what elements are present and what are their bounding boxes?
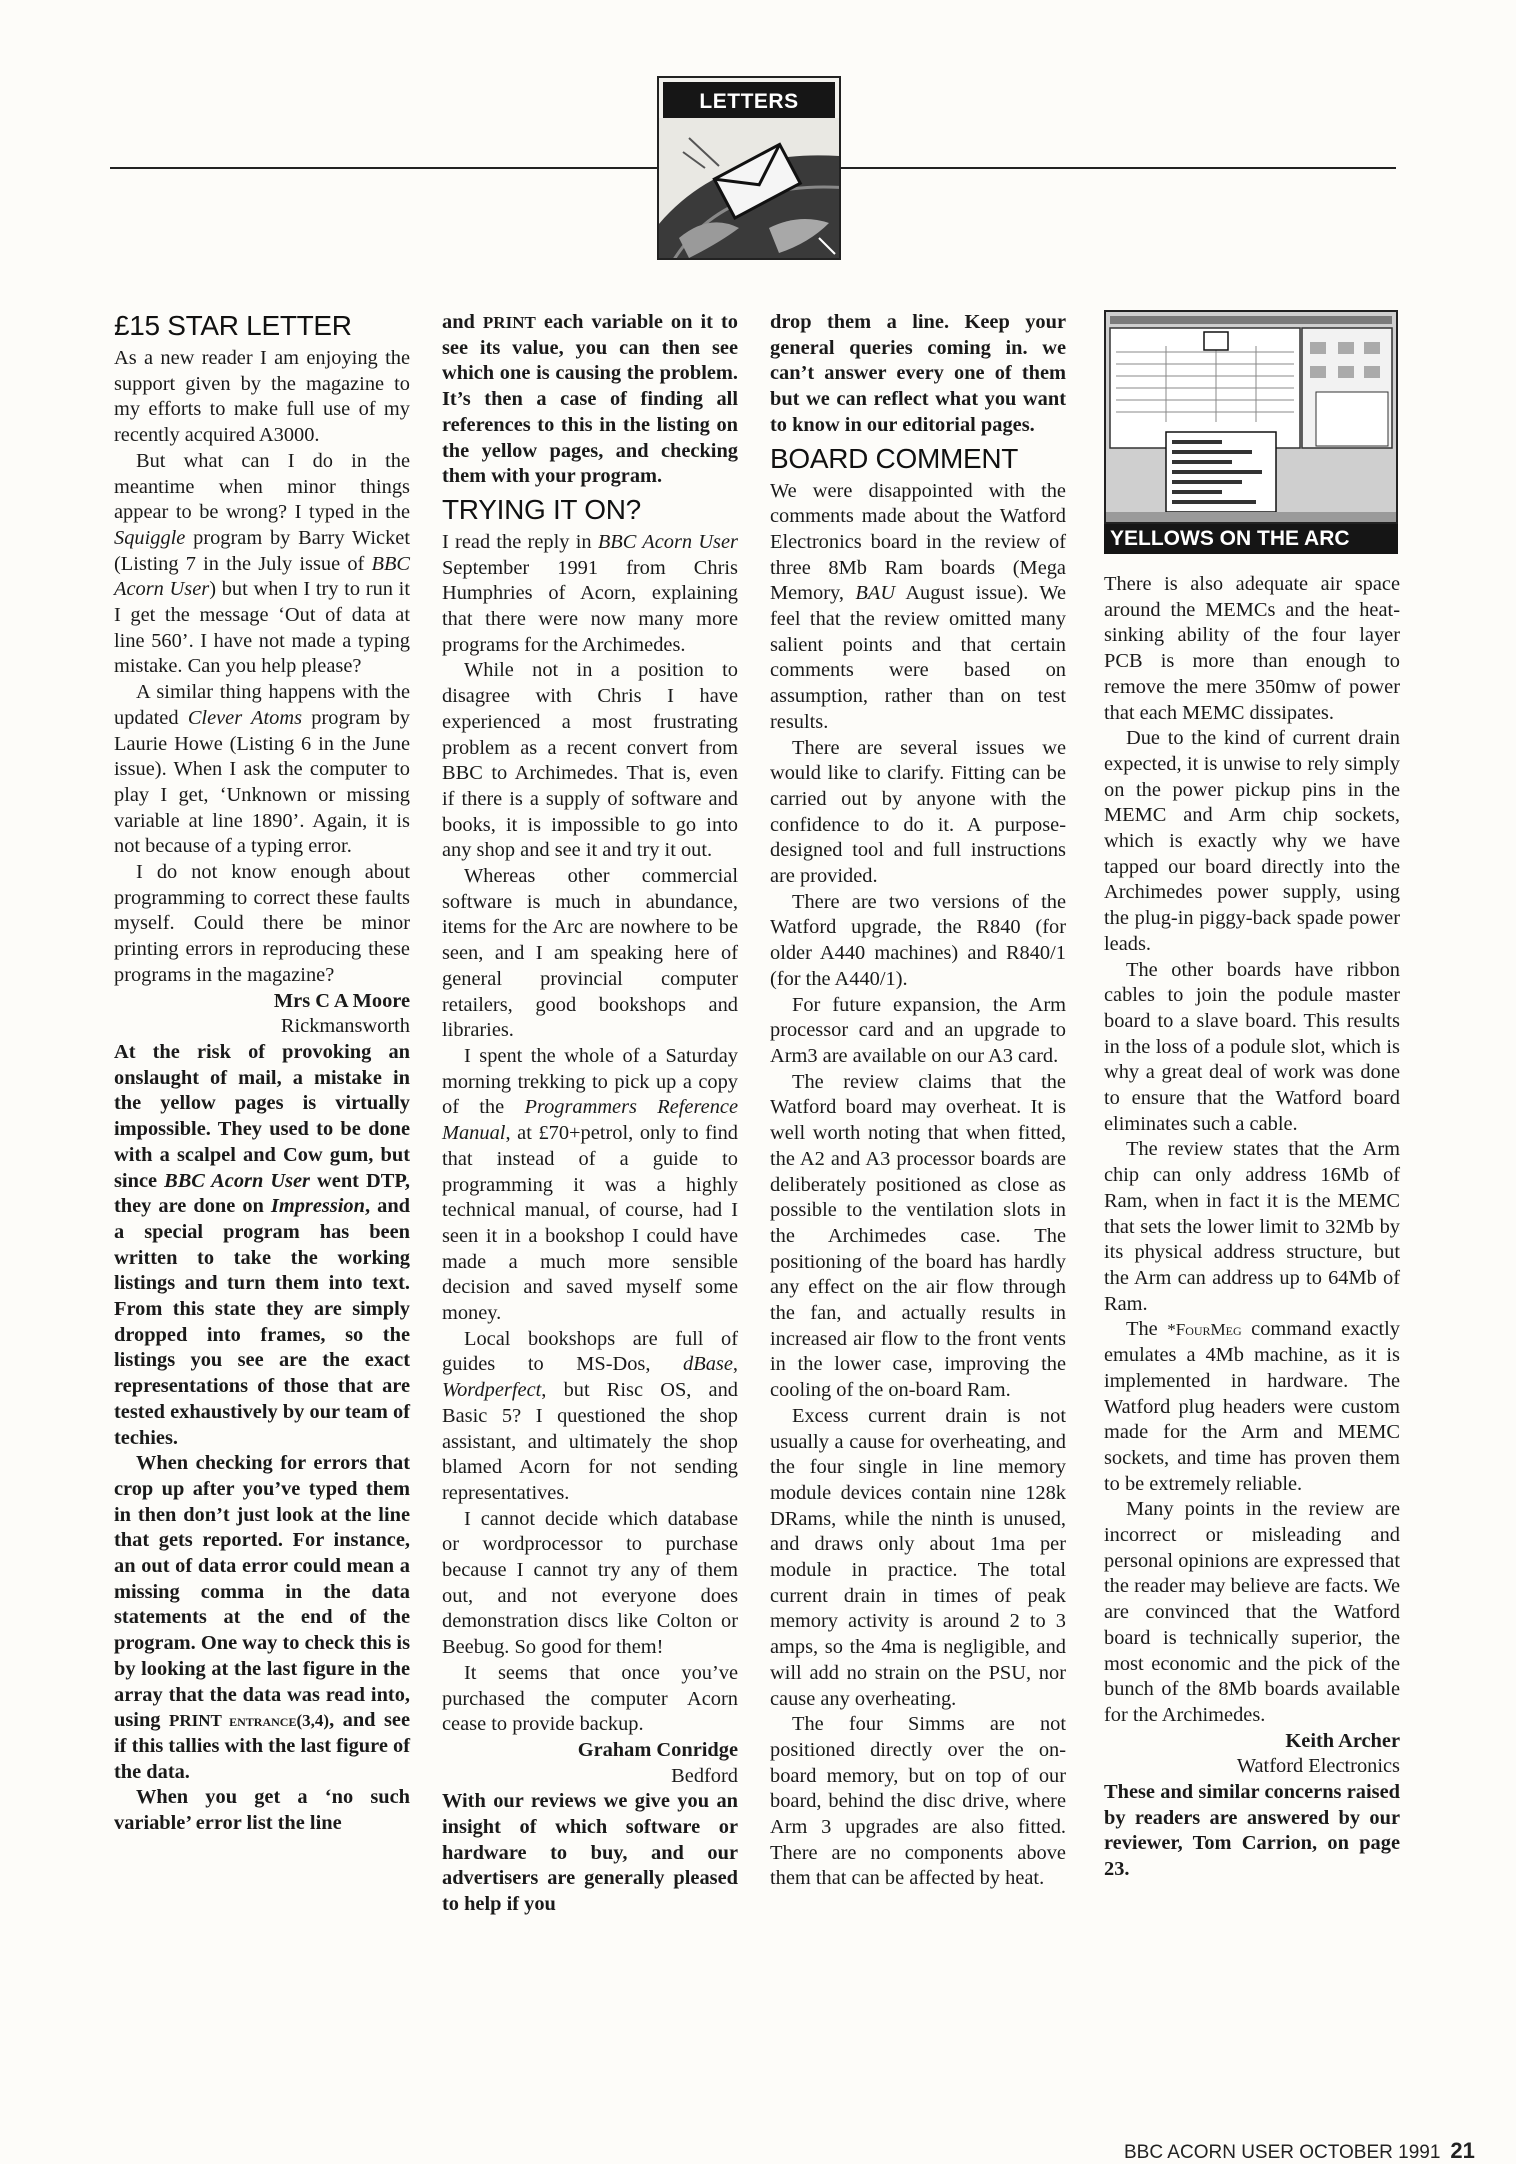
letter-paragraph: Whereas other commercial software is much in abundance, items for the Arc are nowhere to be seen, and I am speaking here of general provincial computer retailers, good bookshops and libraries.	[442, 865, 738, 1042]
letter-paragraph: Local bookshops are full of guides to MS-Dos, dBase, Wordperfect, but Risc OS, and Basic 5? I questioned the shop assistant, and ultimately the shop blamed Acorn for not sending representatives.	[442, 1327, 738, 1504]
column-4	[1104, 310, 1400, 1883]
letter-paragraph: For future expansion, the Arm processor card and an upgrade to Arm3 are available on our A3 card.	[770, 993, 1066, 1067]
letter-paragraph: A similar thing happens with the updated Clever Atoms program by Laurie Howe (Listing 6 in the June issue). When I ask the computer to play I get, ‘Unknown or missing variable at line 1890’. Again, it is not because of a typing error.	[114, 681, 410, 858]
screenshot-image	[1104, 310, 1398, 524]
letter-paragraph: We were disappointed with the comments made about the Watford Electronics board in the review of three 8Mb Ram boards (Mega Memory, BAU August issue). We feel that the review omitted many salient points and that certain comments were based on assumption, rather than on test results.	[770, 479, 1067, 733]
column-1	[114, 310, 410, 1837]
letter-paragraph: Due to the kind of current drain expected, it is unwise to rely simply on the power pickup pins in the MEMC and Arm chip sockets, which is exactly why we have tapped our board directly into the Archimedes power supply, using the plug-in piggy-back spade power leads.	[1104, 727, 1400, 955]
letter-paragraph: The *FourMeg command exactly emulates a 4Mb machine, as it is implemented in hardware. The Watford plug headers were custom made for the Arm and MEMC sockets, and time has proven them to be extremely reliable.	[1104, 1318, 1400, 1495]
page-number: 21	[1450, 2138, 1475, 2163]
letter-paragraph: I do not know enough about programming to correct these faults myself. Could there be minor printing errors in reproducing these programs in the magazine?	[114, 861, 410, 986]
signature-place: Bedford	[671, 1764, 738, 1787]
page-footer	[1124, 2138, 1475, 2164]
letter-paragraph: The review states that the Arm chip can only address 16Mb of Ram, when in fact it is the MEMC that sets the lower limit to 32Mb by its physical address structure, but the Arm can address up to 64Mb of Ram.	[1104, 1138, 1400, 1315]
signature-place: Watford Electronics	[1236, 1755, 1400, 1778]
column-2	[442, 310, 738, 1918]
letter-paragraph: The review claims that the Watford board may overheat. It is well worth noting that when fitted, the A2 and A3 processor boards are deliberately positioned as close as possible to the ventilation slots in the Archimedes case. The positioning of the board has hardly any effect on the air flow through the fan, and actually results in increased air flow to the front vents in the lower case, improving the cooling of the on-board Ram.	[770, 1070, 1066, 1402]
editor-reply: When you get a ‘no such variable’ error list the line	[114, 1786, 410, 1835]
letters-badge	[657, 76, 841, 260]
editor-reply: At the risk of provoking an onslaught of mail, a mistake in the yellow pages is virtually impossible. They used to be done with a scalpel and Cow gum, but since BBC Acorn User went DTP, they are done on Impression, and a special program has been written to take the working listings and turn them into text. From this state they are simply dropped into frames, so the listings you see are the exact representations of those that are tested exhaustively by our team of techies.	[114, 1040, 411, 1449]
envelope-globe-icon	[659, 118, 841, 260]
desktop-screenshot-icon	[1106, 312, 1396, 522]
editor-reply: and PRINT each variable on it to see its value, you can then see which one is causing the problem. It’s then a case of finding all references to this in the listing on the yellow pages, and checking them with your program.	[442, 311, 738, 488]
letter-paragraph: As a new reader I am enjoying the support given by the magazine to my efforts to make full use of my recently acquired A3000.	[114, 347, 410, 447]
letter-paragraph: Many points in the review are incorrect or misleading and personal opinions are expressed that the reader may believe are facts. We are convinced that the Watford board is technically superior, the most economic and the pick of the bunch of the 8Mb boards available for the Archimedes.	[1104, 1498, 1400, 1726]
letter-paragraph: There is also adequate air space around the MEMCs and the heat-sinking ability of the four layer PCB is more than enough to remove the mere 350mw of power that each MEMC dissipates.	[1104, 573, 1400, 724]
editor-reply: drop them a line. Keep your general queries coming in. we can’t answer every one of them but we can reflect what you want to know in our editorial pages.	[770, 311, 1066, 436]
trying-it-on-heading: TRYING IT ON?	[442, 493, 641, 525]
star-letter-heading: £15 STAR LETTER	[114, 310, 352, 341]
signature-name: Graham Conridge	[577, 1738, 738, 1761]
letter-paragraph: It seems that once you’ve purchased the computer Acorn cease to provide backup.	[442, 1661, 738, 1736]
section-label: LETTERS	[663, 82, 835, 122]
letter-paragraph: There are two versions of the Watford upgrade, the R840 (for older A440 machines) and R840/1 (for the A440/1).	[770, 890, 1066, 990]
editor-reply: With our reviews we give you an insight of which software or hardware to buy, and our advertisers are generally pleased to help if you	[442, 1790, 738, 1916]
letter-paragraph: There are several issues we would like to clarify. Fitting can be carried out by anyone with the confidence to do it. A purpose-designed tool and full instructions are provided.	[770, 736, 1066, 888]
board-comment-heading: BOARD COMMENT	[770, 442, 1019, 474]
letter-paragraph: I read the reply in BBC Acorn User September 1991 from Chris Humphries of Acorn, explaining that there were now many more programs for the Archimedes.	[442, 530, 738, 656]
screenshot-caption: YELLOWS ON THE ARC	[1104, 524, 1398, 554]
letter-paragraph: While not in a position to disagree with Chris I have experienced a most frustrating problem as a recent convert from BBC to Archimedes. That is, even if there is a supply of software and books, it is impossible to go into any shop and see it and try it out.	[442, 659, 738, 862]
letter-paragraph: The other boards have ribbon cables to join the podule master board to a slave board. This results in the loss of a podule slot, which is why a great deal of work was done to ensure that the Watford board eliminates such a cable.	[1104, 958, 1400, 1135]
letter-paragraph: I spent the whole of a Saturday morning trekking to pick up a copy of the Programmers Reference Manual, at £70+petrol, only to find that instead of a guide to programming it was a highly technical manual, of course, had I seen it in a bookshop I could have made a much more sensible decision and saved myself some money.	[442, 1044, 739, 1325]
letter-paragraph: I cannot decide which database or wordprocessor to purchase because I cannot try any of them out, and not everyone does demonstration discs like Colton or Beebug. So good for them!	[442, 1507, 738, 1659]
signature-name: Keith Archer	[1285, 1729, 1400, 1752]
column-3	[770, 310, 1066, 1892]
editor-reply: These and similar concerns raised by readers are answered by our reviewer, Tom Carrion, on page 23.	[1104, 1781, 1400, 1881]
letter-paragraph: The four Simms are not positioned directly over the on-board memory, but on top of our board, behind the disc drive, where Arm 3 upgrades are also fitted. There are no components above them that can be affected by heat.	[770, 1713, 1066, 1890]
publication-line: BBC ACORN USER OCTOBER 1991	[1124, 2142, 1441, 2163]
signature-place: Rickmansworth	[280, 1015, 410, 1038]
letter-paragraph: But what can I do in the meantime when minor things appear to be wrong? I typed in the Squiggle program by Barry Wicket (Listing 7 in the July issue of BBC Acorn User) but when I try to run it I get the message ‘Out of data at line 560’. I have not made a typing mistake. Can you help please?	[114, 449, 411, 678]
editor-reply: When checking for errors that crop up after you’ve typed them in then don’t just look at the line that gets reported. For instance, an out of data error could mean a missing comma in the data statements at the end of the program. One way to check this is by looking at the last figure in the array that the data was read into, using PRINT entrance(3,4), and see if this tallies with the last figure of the data.	[114, 1452, 410, 1783]
letter-paragraph: Excess current drain is not usually a cause for overheating, and the four single in line memory module devices contain nine 128k DRams, while the ninth is unused, and draws only about 1ma per module in practice. The total current drain in times of peak memory activity is around 2 to 3 amps, so the 4ma is negligible, and will add no strain on the PSU, nor cause any overheating.	[770, 1404, 1066, 1710]
signature-name: Mrs C A Moore	[273, 989, 410, 1012]
